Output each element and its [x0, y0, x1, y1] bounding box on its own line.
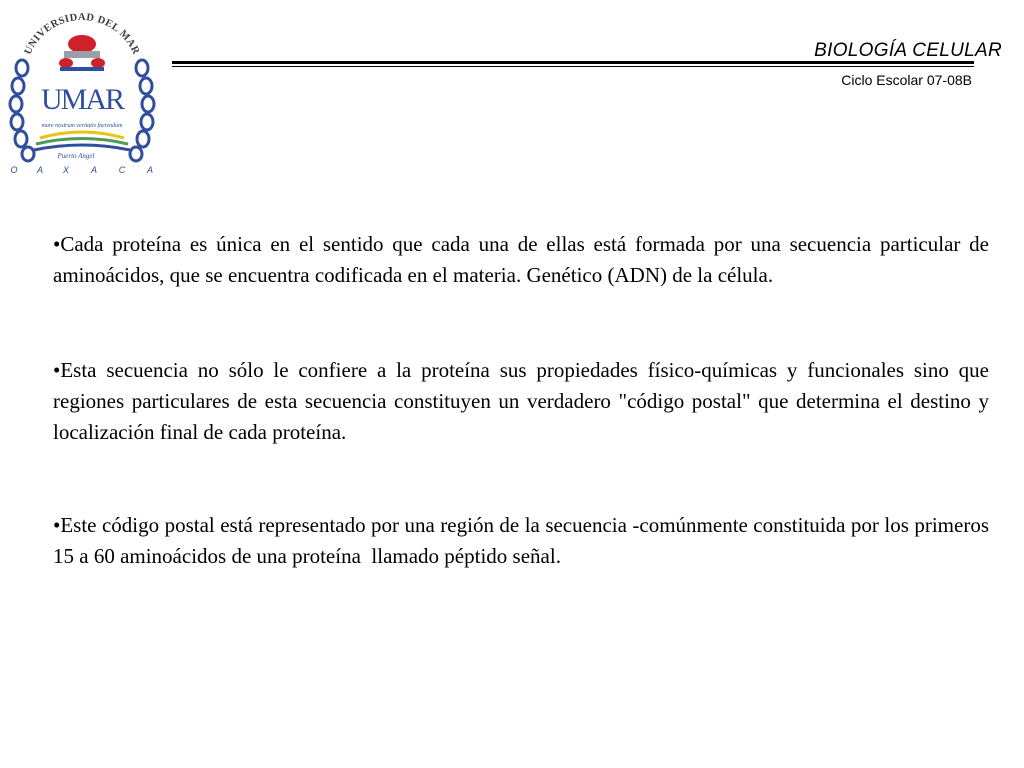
logo-state-letter: O [10, 165, 18, 175]
university-logo [4, 6, 160, 178]
logo-arc-textpath: UNIVERSIDAD DEL MAR [22, 11, 142, 57]
logo-state-letter: A [146, 165, 154, 175]
header-rule-thin [172, 66, 974, 67]
bullet-paragraph: •Esta secuencia no sólo le confiere a la proteína sus propiedades físico-químicas y funcionales sino que regiones particulares de esta secuencia constituyen un verdadero "código postal" que determina el destino y localización final de cada proteína. [53, 358, 995, 444]
left-chain-icon [10, 60, 34, 161]
waves-icon [34, 132, 130, 150]
course-subtitle: Ciclo Escolar 07-08B [841, 72, 972, 88]
logo-state-letter: X [62, 165, 70, 175]
logo-state-letter: A [36, 165, 44, 175]
logo-initials: UMAR [40, 83, 124, 116]
crown-emblem-icon [59, 35, 105, 71]
slide-body [53, 229, 995, 636]
logo-state-letter: A [90, 165, 98, 175]
bullet-paragraph: •Este código postal está representado por una región de la secuencia -comúnmente constituida por los primeros 15 a 60 aminoácidos de una proteína llamado péptido señal. [53, 513, 995, 568]
course-title: BIOLOGÍA CELULAR [814, 40, 1002, 61]
right-chain-icon [130, 60, 154, 161]
logo-motto: mare nostrum veritatis faciendum [41, 123, 123, 129]
bullet-paragraph: •Cada proteína es única en el sentido que cada una de ellas está formada por una secuencia particular de aminoácidos, que se encuentra codificada en el materia. Genético (ADN) de la célula. [53, 232, 995, 287]
logo-place: Puerto Angel [57, 152, 95, 160]
logo-state-letter: C [118, 165, 126, 175]
